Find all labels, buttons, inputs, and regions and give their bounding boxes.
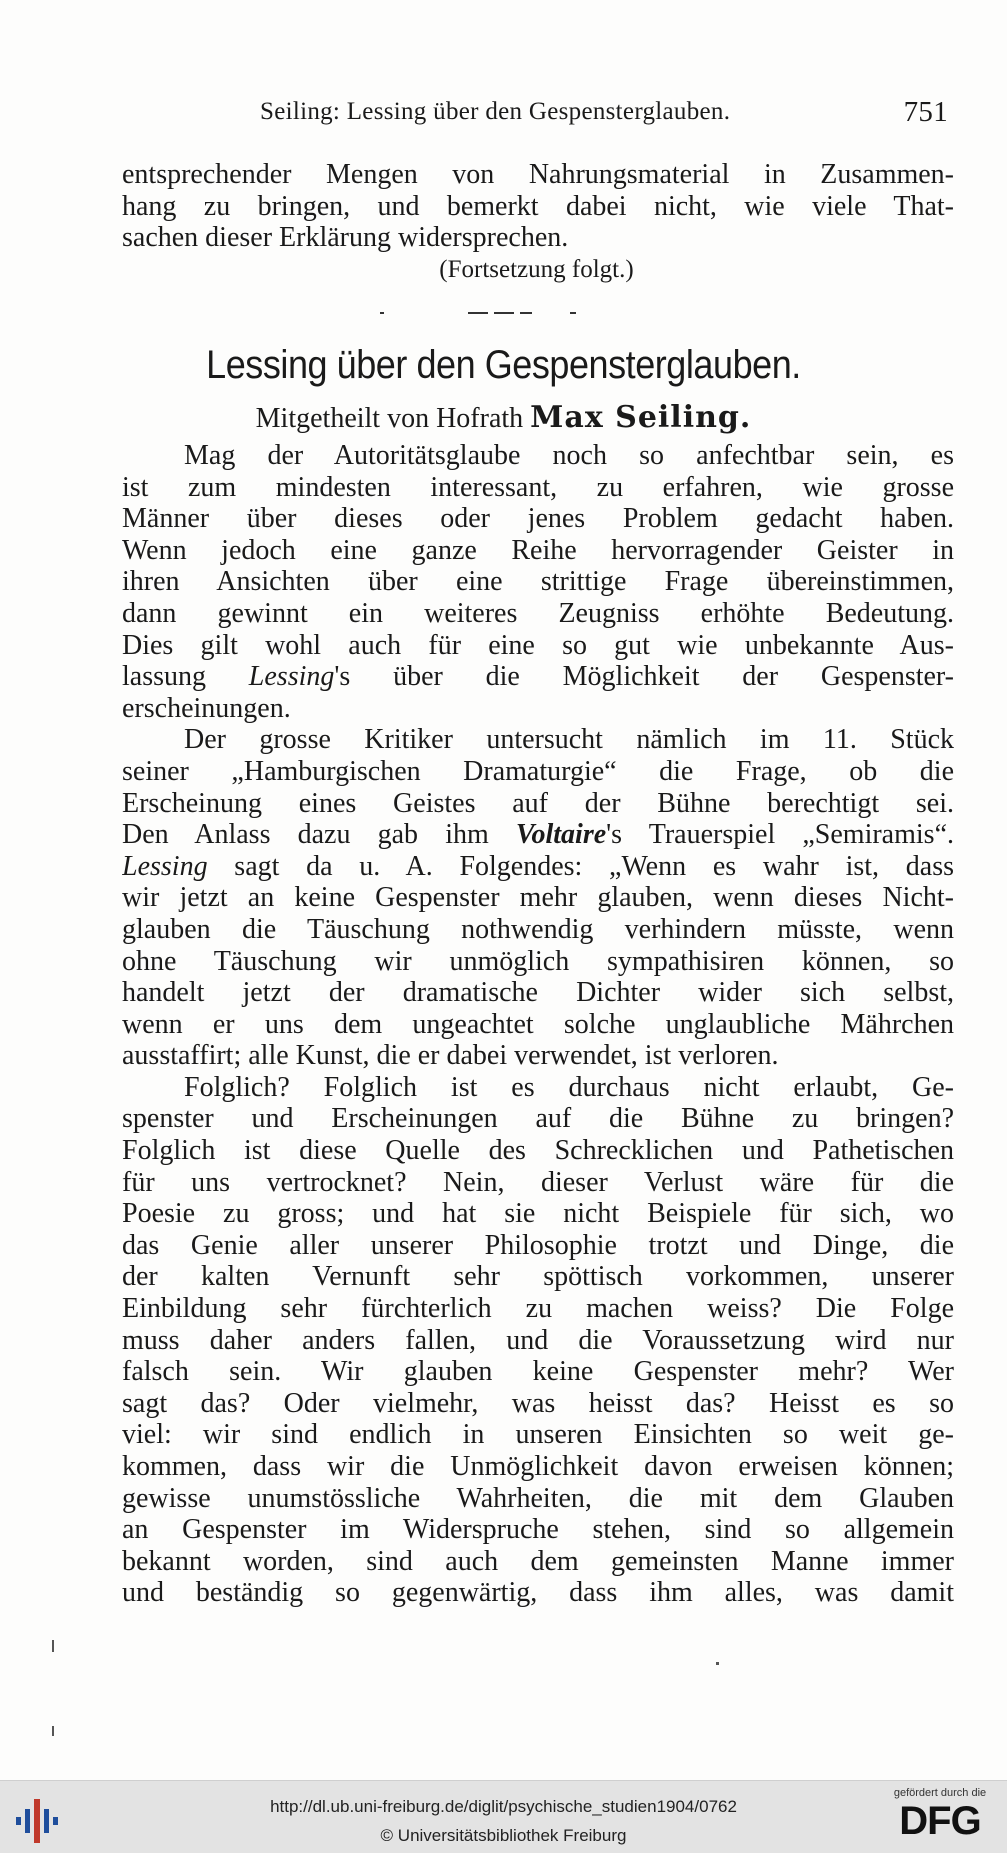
text-line: und beständig so gegenwärtig, dass ihm alles, was damit [122, 1577, 954, 1609]
margin-mark [716, 1662, 719, 1665]
text-line: Der grosse Kritiker untersucht nämlich im 11. Stück [184, 724, 954, 756]
text-line: wir jetzt an keine Gespenster mehr glauben, wenn dieses Nicht- [122, 882, 954, 914]
byline [0, 400, 1007, 435]
text-line: Männer über dieses oder jenes Problem gedacht haben. [122, 503, 954, 535]
text-line: spenster und Erscheinungen auf die Bühne zu bringen? [122, 1103, 954, 1135]
funder-logo-text: DFG [899, 1799, 981, 1843]
text-line: ist zum mindesten interessant, zu erfahren, wie grosse [122, 471, 954, 503]
text-line: muss daher anders fallen, und die Voraussetzung wird nur [122, 1324, 954, 1356]
text-line: Den Anlass dazu gab ihm Voltaire's Trauerspiel „Semiramis“. [122, 819, 954, 851]
text-line: falsch sein. Wir glauben keine Gespenster mehr? Wer [122, 1356, 954, 1388]
text-line: wenn er uns dem ungeachtet solche unglaubliche Mährchen [122, 1008, 954, 1040]
article-title: Lessing über den Gespensterglauben. [206, 343, 801, 387]
text-line: das Genie aller unserer Philosophie trotzt und Dinge, die [122, 1229, 954, 1261]
text-line: Folglich? Folglich ist es durchaus nicht erlaubt, Ge- [184, 1071, 954, 1103]
emphasized-name: Lessing [248, 661, 335, 693]
text-line: Poesie zu gross; und hat sie nicht Beispiele für sich, wo [122, 1198, 954, 1230]
text-line: sagt das? Oder vielmehr, was heisst das? Heisst es so [122, 1387, 954, 1419]
continuation-note: (Fortsetzung folgt.) [439, 256, 634, 283]
text-line: hang zu bringen, und bemerkt dabei nicht, wie viele That- [122, 190, 954, 222]
article-body [122, 440, 954, 1609]
text-line: Einbildung sehr fürchterlich zu machen weiss? Die Folge [122, 1293, 954, 1325]
text-line: sachen dieser Erklärung widersprechen. [122, 222, 569, 254]
copyright-text: © Universitätsbibliothek Freiburg [380, 1826, 627, 1845]
text-line: viel: wir sind endlich in unseren Einsichten so weit ge- [122, 1419, 954, 1451]
text-line: erscheinungen. [122, 692, 291, 724]
text-line: glauben die Täuschung nothwendig verhindern müsste, wenn [122, 913, 954, 945]
margin-mark [52, 1726, 54, 1736]
page-header [122, 96, 954, 132]
emphasized-name: Lessing [122, 850, 208, 882]
author-name: Max Seiling. [530, 400, 752, 435]
text-line: bekannt worden, sind auch dem gemeinsten Manne immer [122, 1545, 954, 1577]
running-title: Seiling: Lessing über den Gespensterglauben. [260, 98, 731, 125]
section-separator [380, 312, 580, 316]
continuation-text [122, 159, 954, 254]
text-line: seiner „Hamburgischen Dramaturgie“ die Frage, ob die [122, 755, 954, 787]
byline-prefix: Mitgetheilt von Hofrath [255, 403, 524, 434]
text-line: Dies gilt wohl auch für eine so gut wie unbekannte Aus- [122, 629, 954, 661]
text-line: gewisse unumstössliche Wahrheiten, die mit dem Glauben [122, 1482, 954, 1514]
text-line: lassung Lessing's über die Möglichkeit der Gespenster- [122, 661, 954, 693]
viewer-footer [0, 1780, 1007, 1853]
text-line: handelt jetzt der dramatische Dichter wider sich selbst, [122, 977, 954, 1009]
funder-caption: gefördert durch die [893, 1787, 987, 1799]
text-line: Mag der Autoritätsglaube noch so anfechtbar sein, es [184, 440, 954, 471]
text-line: für uns vertrocknet? Nein, dieser Verlust wäre für die [122, 1166, 954, 1198]
text-line: Lessing sagt da u. A. Folgendes: „Wenn es wahr ist, dass [122, 850, 954, 882]
text-line: entsprechender Mengen von Nahrungsmaterial in Zusammen- [122, 159, 954, 190]
text-line: kommen, dass wir die Unmöglichkeit davon erweisen können; [122, 1451, 954, 1482]
emphasized-name: Voltaire [515, 819, 607, 851]
text-line: der kalten Vernunft sehr spöttisch vorkommen, unserer [122, 1261, 954, 1293]
margin-mark [52, 1640, 54, 1652]
text-line: Erscheinung eines Geistes auf der Bühne berechtigt sei. [122, 787, 954, 819]
text-line: dann gewinnt ein weiteres Zeugniss erhöhte Bedeutung. [122, 597, 954, 629]
text-line: ausstaffirt; alle Kunst, die er dabei verwendet, ist verloren. [122, 1040, 779, 1072]
source-url-link[interactable]: http://dl.ub.uni-freiburg.de/diglit/psychische_studien1904/0762 [270, 1797, 737, 1816]
page-number: 751 [903, 96, 948, 128]
dfg-logo-icon[interactable] [885, 1785, 995, 1849]
text-line: Folglich ist diese Quelle des Schrecklichen und Pathetischen [122, 1135, 954, 1167]
text-line: ohne Täuschung wir unmöglich sympathisiren können, so [122, 945, 954, 977]
text-line: ihren Ansichten über eine strittige Frage übereinstimmen, [122, 566, 954, 598]
text-line: Wenn jedoch eine ganze Reihe hervorragender Geister in [122, 534, 954, 566]
text-line: an Gespenster im Widerspruche stehen, sind so allgemein [122, 1514, 954, 1546]
